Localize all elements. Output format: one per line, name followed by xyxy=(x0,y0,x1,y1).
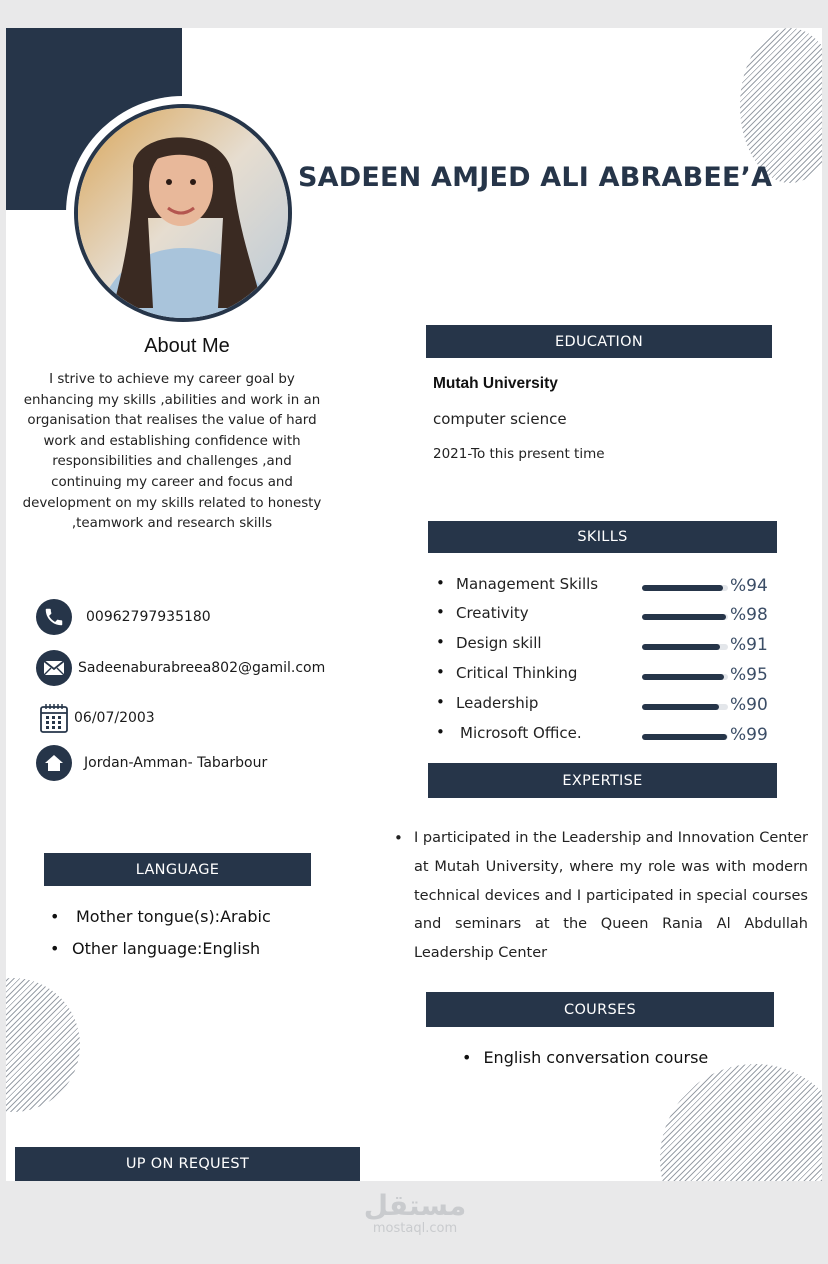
skill-bar-fill xyxy=(642,585,723,591)
watermark xyxy=(360,1190,470,1236)
striped-circle-decoration xyxy=(660,1064,822,1181)
profile-photo xyxy=(74,104,292,322)
skill-name: Leadership xyxy=(456,694,539,712)
language-list xyxy=(50,904,271,968)
watermark-latin: mostaql.com xyxy=(372,1221,458,1236)
education-period: 2021-To this present time xyxy=(433,446,605,462)
home-icon xyxy=(36,745,72,781)
address-text: Jordan-Amman- Tabarbour xyxy=(84,755,268,771)
skill-name: Management Skills xyxy=(456,575,599,593)
about-title: About Me xyxy=(144,335,230,357)
skill-bar-fill xyxy=(642,614,726,620)
contact-address xyxy=(36,745,267,781)
skill-name: Microsoft Office. xyxy=(460,724,582,742)
skill-bar-track xyxy=(642,704,728,710)
references-heading: UP ON REQUEST xyxy=(15,1147,360,1181)
bullet-icon: • xyxy=(394,829,403,847)
phone-icon xyxy=(36,599,72,635)
skill-percent: %94 xyxy=(730,576,768,596)
skill-percent: %98 xyxy=(730,605,768,625)
skill-bar-track xyxy=(642,674,728,680)
skill-row xyxy=(436,633,776,657)
contact-birthdate xyxy=(36,700,155,736)
skill-bar-fill xyxy=(642,674,724,680)
skill-percent: %95 xyxy=(730,665,768,685)
language-heading: LANGUAGE xyxy=(44,853,311,886)
skill-percent: %91 xyxy=(730,635,768,655)
skill-bar-track xyxy=(642,644,728,650)
course-item xyxy=(462,1048,708,1067)
education-heading: EDUCATION xyxy=(426,325,772,358)
skill-bar-track xyxy=(642,585,728,591)
skill-row xyxy=(436,574,776,598)
skill-row xyxy=(436,603,776,627)
watermark-arabic: مستقل xyxy=(363,1189,467,1222)
skill-row xyxy=(436,723,776,747)
bullet-icon: • xyxy=(436,723,445,741)
birth-date: 06/07/2003 xyxy=(74,710,155,726)
skill-bar-fill xyxy=(642,704,719,710)
skill-bar-track xyxy=(642,734,728,740)
candidate-name: SADEEN AMJED ALI ABRABEE’A xyxy=(298,162,773,193)
mail-icon xyxy=(36,650,72,686)
contact-email xyxy=(36,650,325,686)
list-item: • Mother tongue(s):Arabic xyxy=(50,904,271,936)
course-name: English conversation course xyxy=(483,1048,709,1067)
skill-bar-track xyxy=(642,614,728,620)
resume-page xyxy=(6,28,822,1181)
striped-circle-decoration xyxy=(740,28,822,183)
calendar-icon xyxy=(36,700,72,736)
skill-name: Creativity xyxy=(456,604,529,622)
courses-heading: COURSES xyxy=(426,992,774,1027)
phone-number: 00962797935180 xyxy=(86,609,211,625)
expertise-text: I participated in the Leadership and Innovation Center at Mutah University, where my role was with modern technical devices and I participated in special courses and seminars at the Queen Rania Al Abdullah Leadership Center xyxy=(414,830,808,962)
bullet-icon: • xyxy=(462,1048,472,1067)
skill-percent: %90 xyxy=(730,695,768,715)
skill-bar-fill xyxy=(642,734,727,740)
education-field: computer science xyxy=(433,410,567,428)
skill-percent: %99 xyxy=(730,725,768,745)
email-address: Sadeenaburabreea802@gamil.com xyxy=(78,660,326,676)
bullet-icon: • xyxy=(436,663,445,681)
skill-row xyxy=(436,693,776,717)
profile-photo-illustration xyxy=(78,108,288,318)
list-item: • Other language:English xyxy=(50,936,271,968)
skill-name: Critical Thinking xyxy=(456,664,578,682)
skills-heading: SKILLS xyxy=(428,521,777,553)
skill-bar-fill xyxy=(642,644,720,650)
about-text: I strive to achieve my career goal by enhancing my skills ,abilities and work in an organisation that realises the value of hard work and establishing confidence with responsibilities and challenges ,and continuing my career and focus and development on my skills related to honesty ,teamwork and research skills xyxy=(22,372,322,532)
expertise-heading: EXPERTISE xyxy=(428,763,777,798)
bullet-icon: • xyxy=(436,633,445,651)
skill-name: Design skill xyxy=(456,634,542,652)
contact-phone xyxy=(36,599,211,635)
education-university: Mutah University xyxy=(433,375,558,392)
skill-row xyxy=(436,663,776,687)
bullet-icon: • xyxy=(436,574,445,592)
striped-circle-decoration xyxy=(6,978,80,1112)
bullet-icon: • xyxy=(436,603,445,621)
bullet-icon: • xyxy=(436,693,445,711)
